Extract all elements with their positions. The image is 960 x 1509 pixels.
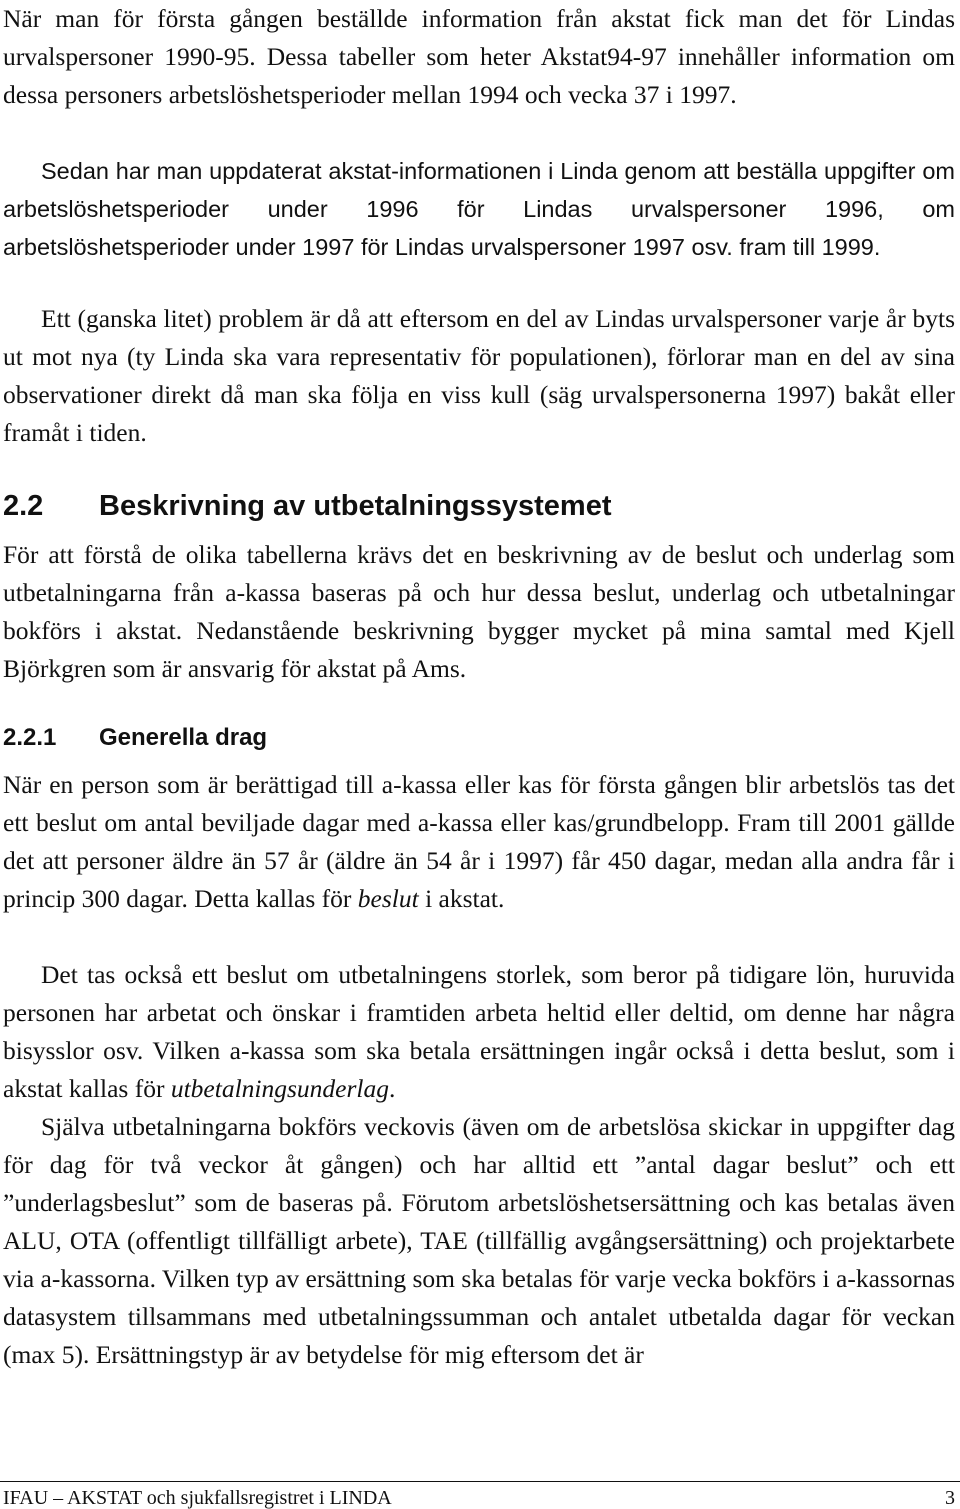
paragraph-payment-size-text: Det tas också ett beslut om utbetalningens storlek, som beror på tidigare lön, huruvida personen har arbetat och önskar i framtiden arbeta heltid eller deltid, om denne har några bisysslor osv. Vilken a-kassa som ska betala ersättningen ingår också i detta beslut, som i akstat kallas för bbox=[3, 960, 955, 1103]
paragraph-payment-size-tail: . bbox=[389, 1074, 396, 1103]
paragraph-description: För att förstå de olika tabellerna krävs det en beskrivning av de beslut och underlag som utbetalningarna från a-kassa baseras på och hur dessa beslut, underlag och utbetalningar bokförs i akstat. Nedanstående beskrivning bygger mycket på mina samtal med Kjell Björkgren som är ansvarig för akstat på Ams. bbox=[3, 540, 955, 683]
paragraph-problem: Ett (ganska litet) problem är då att eftersom en del av Lindas urvalspersoner varje år byts ut mot nya (ty Linda ska vara representativ för populationen), förlorar man en del av sina observationer direkt då man ska följa en viss kull (säg urvalspersonerna 1997) bakåt eller framåt i tiden. bbox=[3, 304, 955, 447]
footer-divider bbox=[0, 1481, 960, 1482]
paragraph-payment-size bbox=[3, 956, 955, 1108]
paragraph-intro: När man för första gången beställde information från akstat fick man det för Lindas urvalspersoner 1990-95. Dessa tabeller som heter Akstat94-97 innehåller information om dessa personers arbetslöshetsperioder mellan 1994 och vecka 37 i 1997. bbox=[3, 4, 955, 109]
footer-title: IFAU – AKSTAT och sjukfallsregistret i LINDA bbox=[3, 1487, 392, 1509]
section-title: Beskrivning av utbetalningssystemet bbox=[99, 490, 612, 522]
paragraph-general-text: När en person som är berättigad till a-kassa eller kas för första gången blir arbetslös tas det ett beslut om antal beviljade dagar med a-kassa eller kas/grundbelopp. Fram till 2001 gällde det att personer äldre än 57 år (äldre än 54 år i 1997) får 450 dagar, medan alla andra får i princip 300 dagar. Detta kallas för bbox=[3, 770, 955, 913]
section-heading-2-2 bbox=[3, 486, 612, 526]
subsection-title: Generella drag bbox=[99, 724, 268, 751]
term-utbetalningsunderlag: utbetalningsunderlag bbox=[170, 1074, 389, 1103]
subsection-number: 2.2.1 bbox=[3, 724, 57, 751]
page-number: 3 bbox=[945, 1487, 955, 1509]
section-number: 2.2 bbox=[3, 490, 44, 522]
term-beslut: beslut bbox=[357, 884, 419, 913]
paragraph-general-tail: i akstat. bbox=[418, 884, 505, 913]
paragraph-payments: Själva utbetalningarna bokförs veckovis (även om de arbetslösa skickar in uppgifter dag för dag för två veckor åt gången) och har alltid ett ”antal dagar beslut” och ett ”underlagsbeslut” som de baseras på. Förutom arbetslöshetsersättning och kas betalas även ALU, OTA (offentligt tillfälligt arbete), TAE (tillfällig avgångsersättning) och projektarbete via a-kassorna. Vilken typ av ersättning som ska betalas för varje vecka bokförs i a-kassornas datasystem tillsammans med utbetalningssumman och antalet utbetalda dagar för veckan (max 5). Ersättningstyp är av betydelse för mig eftersom det är bbox=[3, 1112, 955, 1369]
page-footer bbox=[3, 1487, 955, 1509]
paragraph-update: Sedan har man uppdaterat akstat-informationen i Linda genom att beställa uppgifter om arbetslöshetsperioder under 1996 för Lindas urvalspersoner 1996, om arbetslöshetsperioder under 1997 för Lindas urvalspersoner 1997 osv. fram till 1999. bbox=[3, 158, 955, 260]
section-heading-2-2-1 bbox=[3, 720, 267, 756]
paragraph-general bbox=[3, 766, 955, 918]
